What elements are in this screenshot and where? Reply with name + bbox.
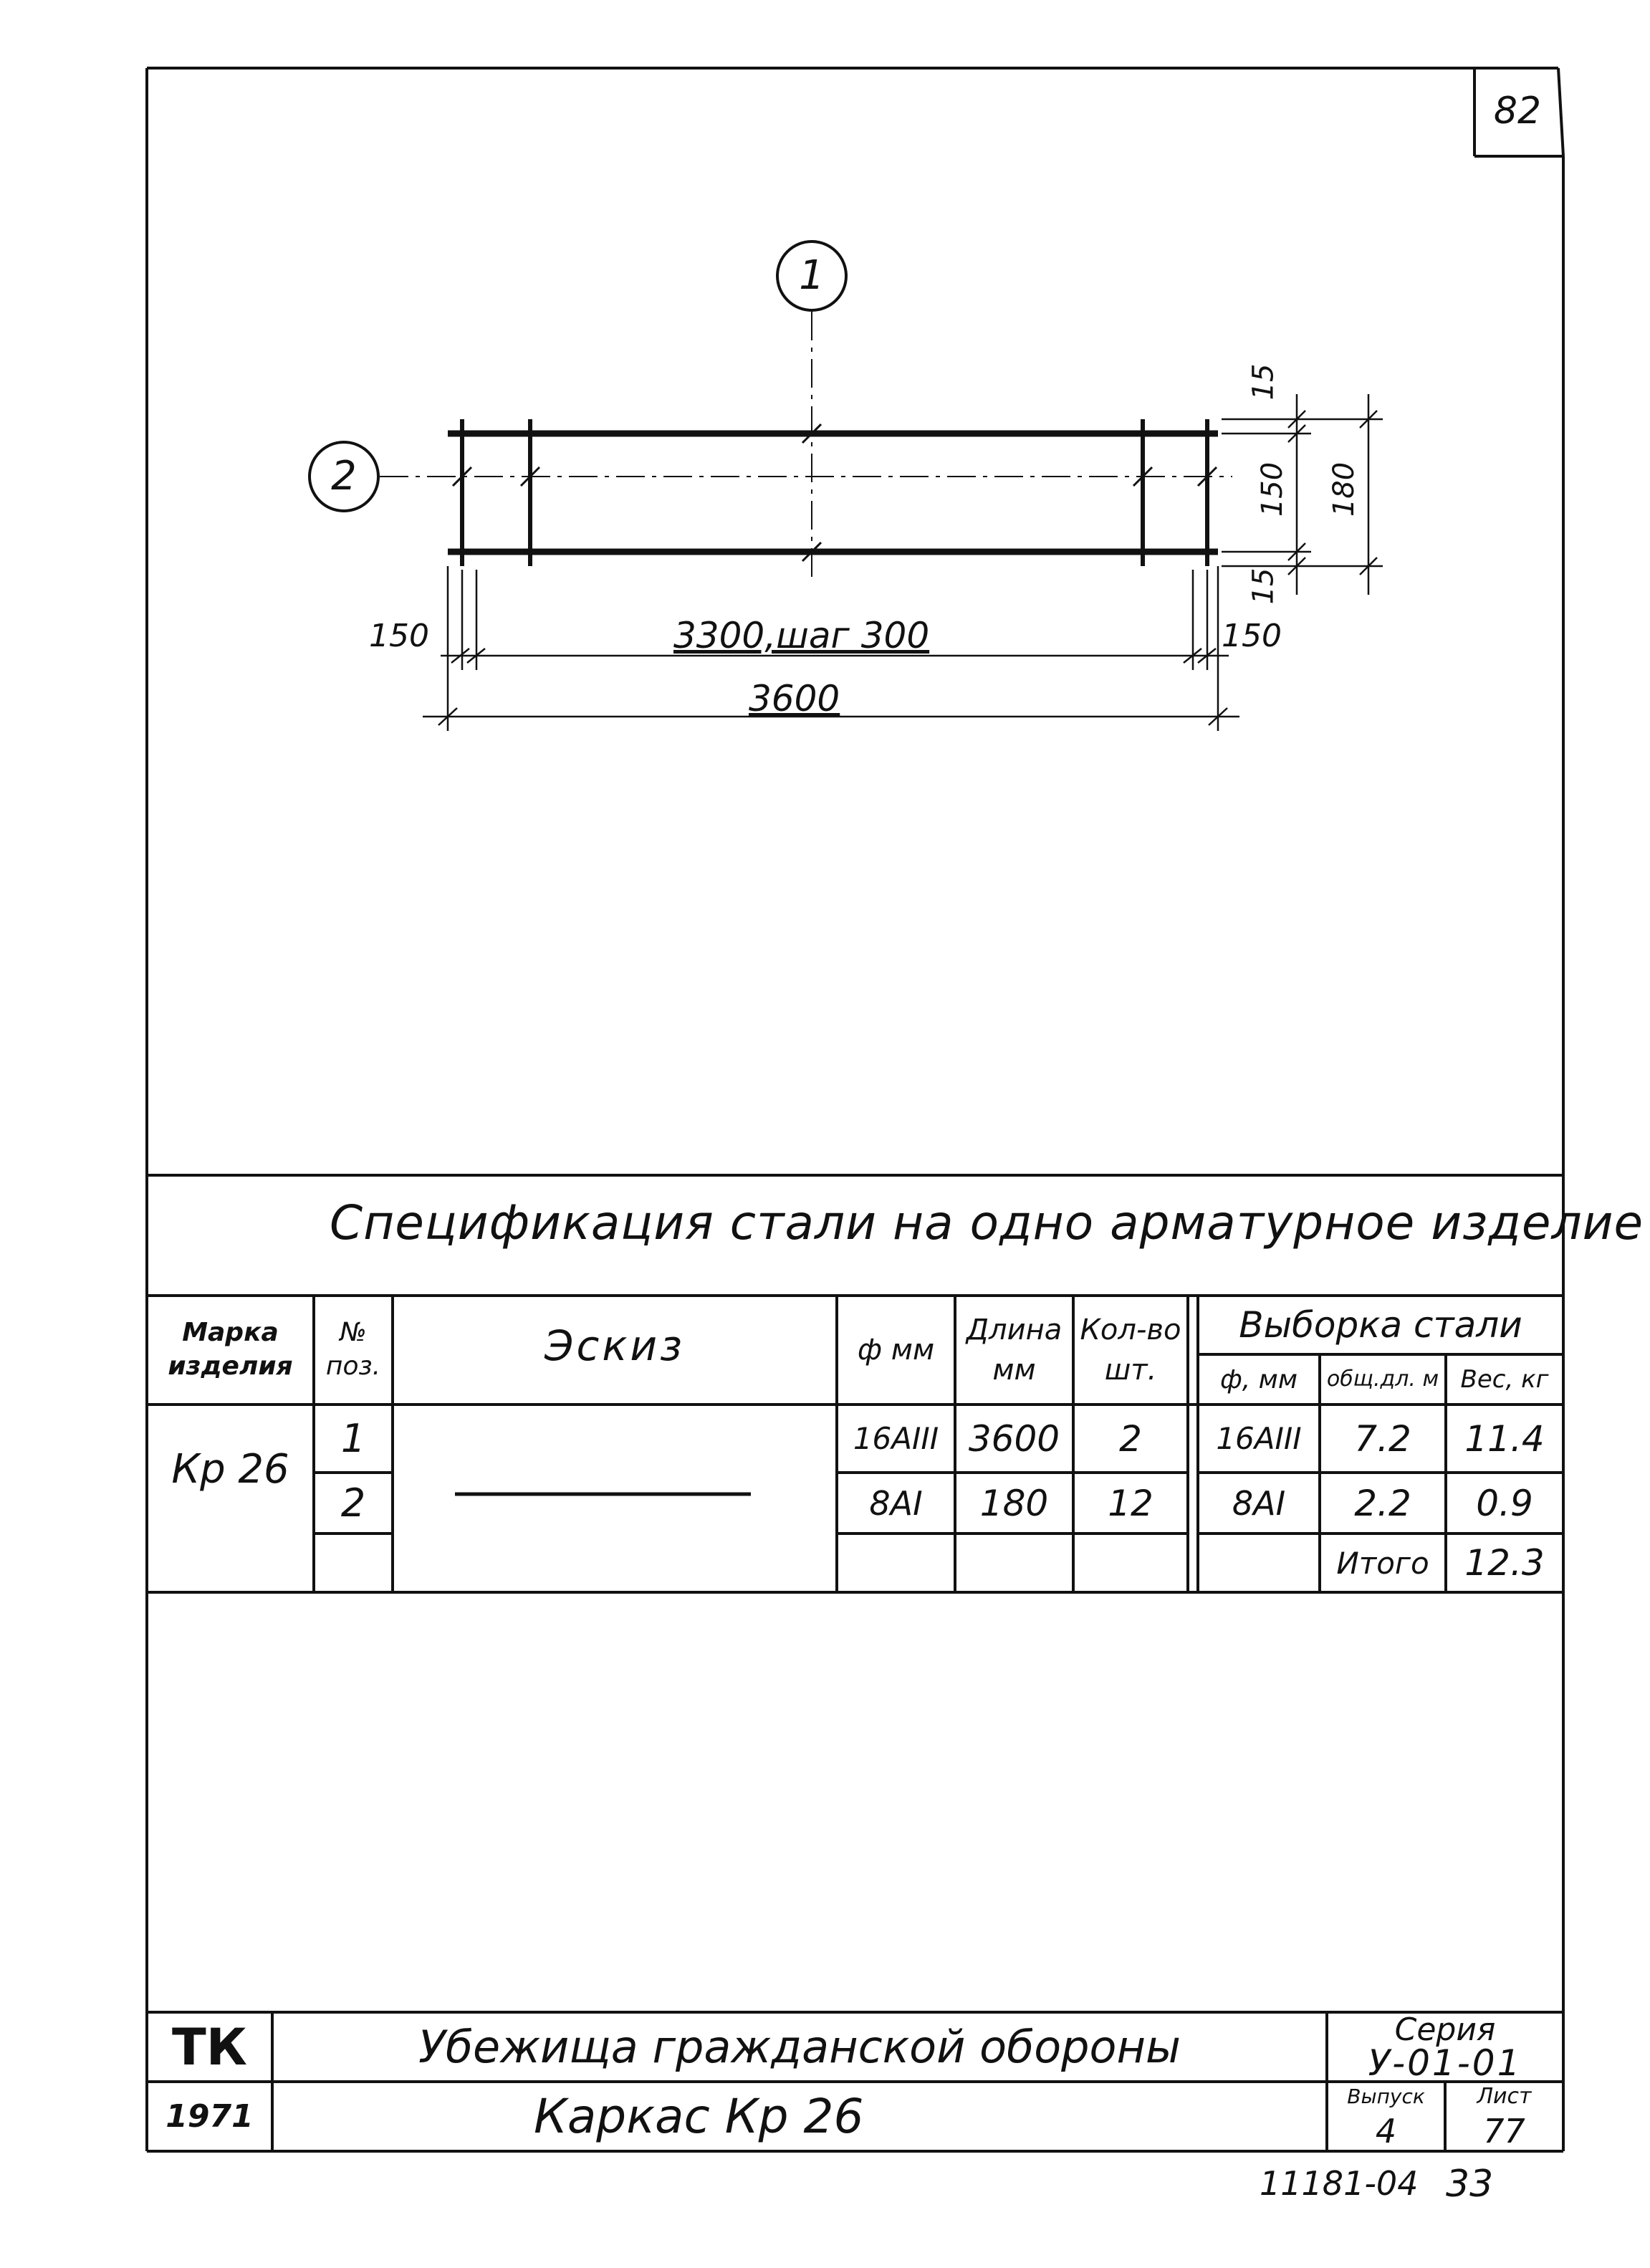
row-diameter: 8АI xyxy=(869,1483,923,1523)
total-label: Итого xyxy=(1336,1545,1429,1581)
header-sel-weight: Вес, кг xyxy=(1460,1365,1549,1394)
header-diameter: ф мм xyxy=(857,1334,935,1367)
dim-right-offset: 150 xyxy=(1222,618,1282,654)
sheet-value: 77 xyxy=(1483,2111,1525,2150)
row-qty: 12 xyxy=(1108,1482,1153,1524)
series-value: У-01-01 xyxy=(1368,2042,1522,2084)
bottom-page: 33 xyxy=(1446,2163,1494,2206)
header-sel-diameter: ф, мм xyxy=(1220,1364,1298,1394)
row-sel-length: 2.2 xyxy=(1354,1482,1411,1524)
callout-label-2: 2 xyxy=(331,453,357,499)
year-label: 1971 xyxy=(166,2098,254,2135)
row-sel-length: 7.2 xyxy=(1354,1417,1411,1460)
dim-height: 180 xyxy=(1328,461,1361,517)
dim-top-cover: 15 xyxy=(1247,363,1280,401)
cage-drawing xyxy=(310,241,1383,731)
header-selection: Выборка стали xyxy=(1239,1304,1522,1346)
row-qty: 2 xyxy=(1119,1417,1142,1460)
row-length: 3600 xyxy=(968,1417,1060,1460)
drawing-name: Каркас Кр 26 xyxy=(534,2089,864,2144)
dim-left-offset: 150 xyxy=(369,618,429,654)
row-sel-weight: 11.4 xyxy=(1464,1417,1545,1460)
sheet-label: Лист xyxy=(1477,2083,1532,2109)
dim-middle-label: 3300,шаг 300 xyxy=(673,615,930,656)
header-mark: Марка изделия xyxy=(168,1318,293,1381)
dim-total-label: 3600 xyxy=(749,678,840,719)
header-pos: № поз. xyxy=(325,1318,381,1381)
header-sel-total-length: общ.дл. м xyxy=(1326,1367,1439,1392)
dim-bottom-cover: 15 xyxy=(1247,568,1280,605)
total-weight: 12.3 xyxy=(1464,1542,1545,1584)
series-label: Серия xyxy=(1394,2011,1496,2048)
mark-value: Кр 26 xyxy=(171,1445,289,1493)
bottom-code: 11181-04 xyxy=(1260,2164,1419,2203)
header-sketch: Эскиз xyxy=(545,1321,685,1370)
issue-value: 4 xyxy=(1375,2111,1397,2150)
row-length: 180 xyxy=(979,1482,1049,1524)
issue-label: Выпуск xyxy=(1347,2084,1425,2108)
sheet-frame xyxy=(147,68,1563,2151)
spec-title: Спецификация стали на одно арматурное изделие xyxy=(330,1195,1644,1250)
row-diameter: 16АIII xyxy=(853,1421,939,1456)
header-length: Длина мм xyxy=(966,1314,1063,1387)
callout-label-1: 1 xyxy=(799,252,825,299)
corner-sheet-number: 82 xyxy=(1493,90,1542,133)
dim-inner: 150 xyxy=(1256,461,1290,517)
row-pos: 1 xyxy=(340,1416,366,1461)
row-sel-diameter: 8АI xyxy=(1232,1483,1286,1523)
header-qty: Кол-во шт. xyxy=(1080,1314,1181,1387)
org-label: ТК xyxy=(172,2017,247,2077)
project-title: Убежища гражданской обороны xyxy=(418,2021,1181,2073)
row-sel-diameter: 16АIII xyxy=(1216,1421,1302,1456)
row-sel-weight: 0.9 xyxy=(1476,1482,1533,1524)
row-pos: 2 xyxy=(340,1480,366,1526)
